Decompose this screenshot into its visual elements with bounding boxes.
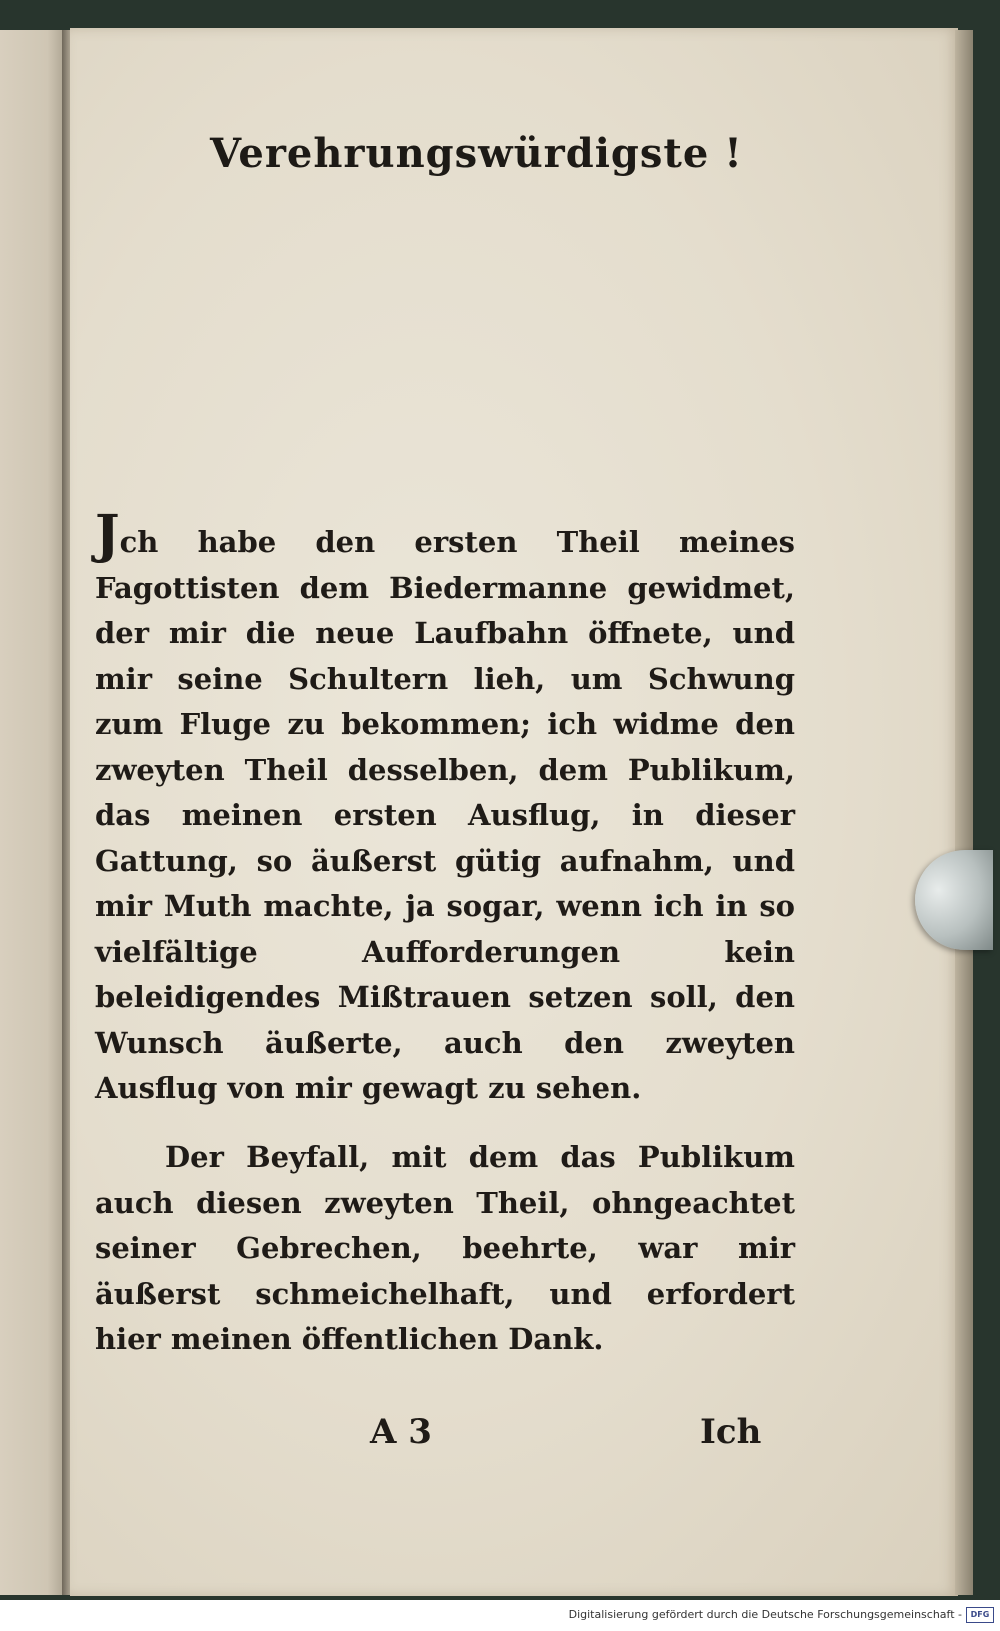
page-right-edge [955, 30, 973, 1595]
paragraph-1 [95, 504, 795, 1112]
paragraph-2: Der Beyfall, mit dem das Publikum auch diesen zweyten Theil, ohngeachtet seiner Gebrechen, beehrte, war mir äußerst schmeichelhaft, und erfordert hier meinen öffentlichen Dank. [95, 1140, 795, 1356]
signature-mark: A 3 [370, 1412, 432, 1452]
dfg-logo: DFG [966, 1607, 994, 1623]
paragraph-1-text: ch habe den ersten Theil meines Fagottisten dem Biedermanne gewidmet, der mir die neue Laufbahn öffnete, und mir seine Schultern lieh, um Schwung zum Fluge zu bekommen; ich widme den zweyten Theil desselben, dem Publikum, das meinen ersten Ausflug, in dieser Gattung, so äußerst gütig aufnahm, und mir Muth machte, ja sogar, wenn ich in so vielfältige Aufforderungen kein beleidigendes Mißtrauen setzen soll, den Wunsch äußerte, auch den zweyten Ausflug von mir gewagt zu sehen. [95, 525, 795, 1105]
drop-initial: J [95, 504, 120, 565]
footer-credit: Digitalisierung gefördert durch die Deutsche Forschungsgemeinschaft - [568, 1608, 962, 1621]
footer-bar [0, 1600, 1000, 1631]
catchword: Ich [700, 1412, 762, 1452]
page-heading: Verehrungswürdigste ! [210, 130, 743, 177]
previous-page-edge [0, 30, 68, 1595]
